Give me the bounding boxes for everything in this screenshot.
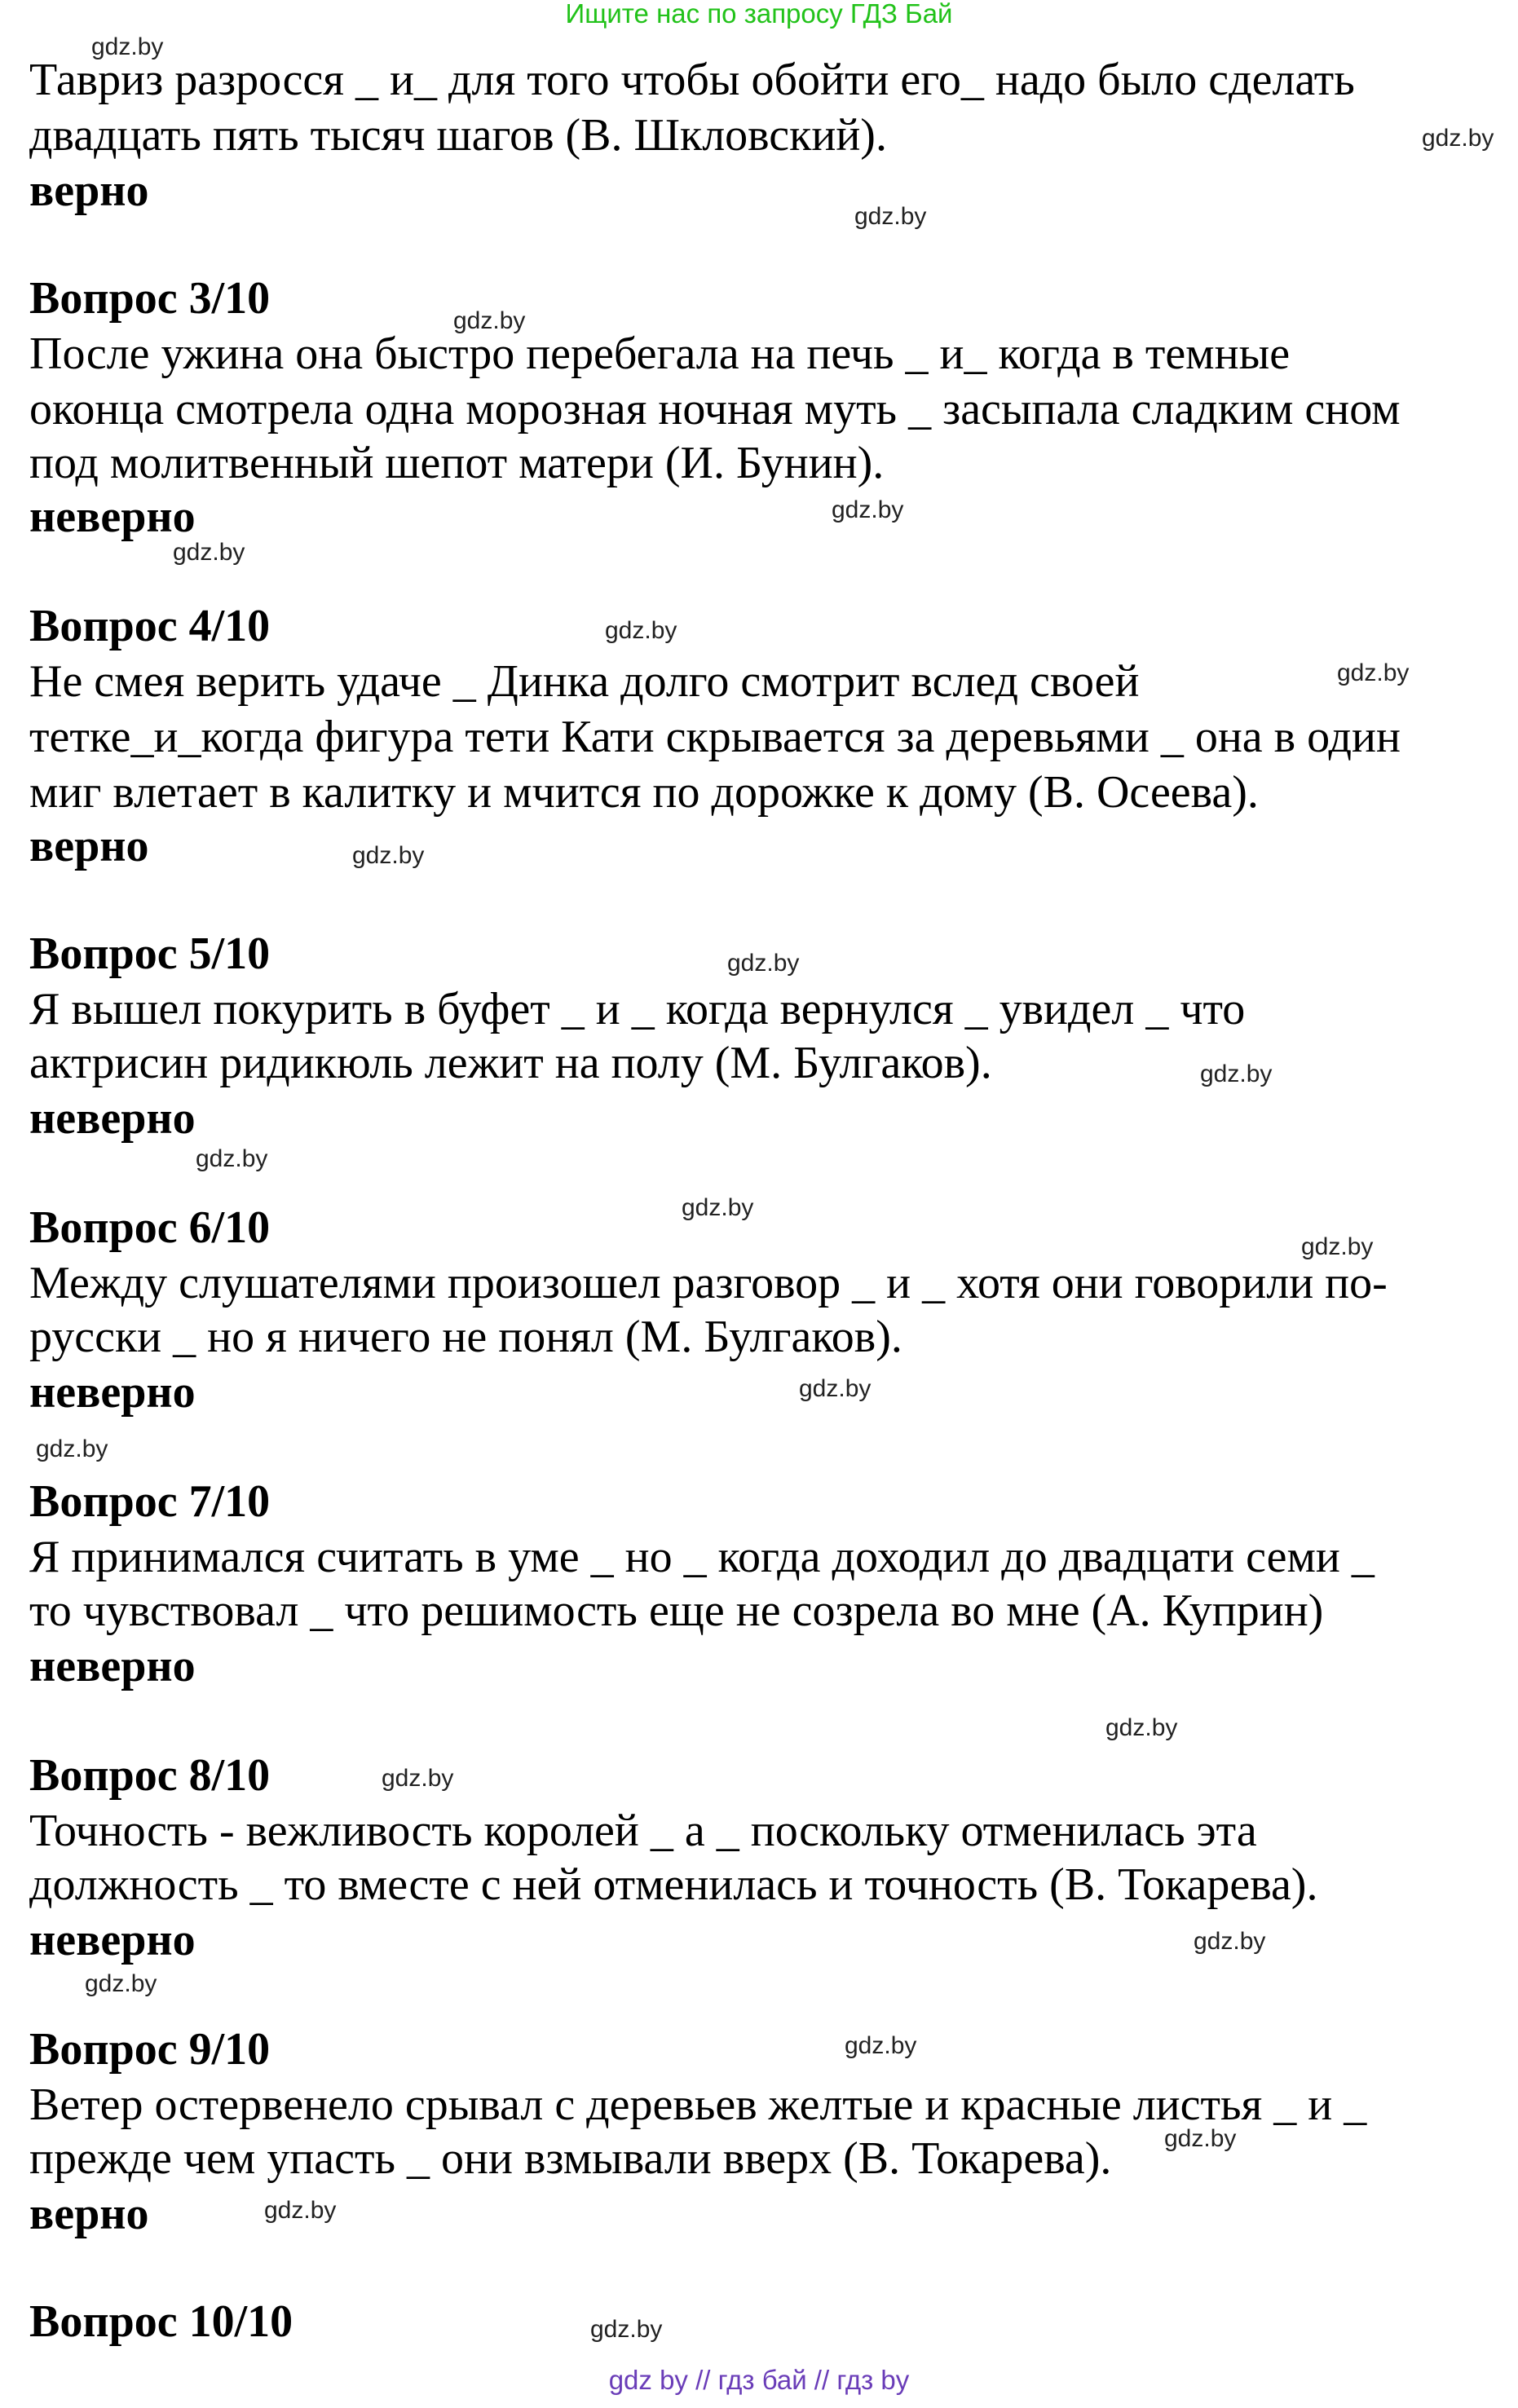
question-4-heading: Вопрос 4/10 bbox=[29, 601, 271, 651]
question-5-verdict: неверно bbox=[29, 1093, 196, 1144]
question-6-line: Между слушателями произошел разговор _ и _ хотя они говорили по- bbox=[29, 1258, 1388, 1308]
watermark: gdz.by bbox=[682, 1194, 754, 1221]
question-3-line: под молитвенный шепот матери (И. Бунин). bbox=[29, 438, 885, 488]
question-9-verdict: верно bbox=[29, 2189, 149, 2239]
intro-line: Тавриз разросся _ и_ для того чтобы обойти его_ надо было сделать bbox=[29, 55, 1355, 105]
top-banner: Ищите нас по запросу ГДЗ Бай bbox=[565, 0, 953, 29]
question-7-heading: Вопрос 7/10 bbox=[29, 1476, 271, 1527]
watermark: gdz.by bbox=[605, 617, 677, 644]
question-9-heading: Вопрос 9/10 bbox=[29, 2024, 271, 2075]
question-9-line: Ветер остервенело срывал с деревьев желтые и красные листья _ и _ bbox=[29, 2079, 1367, 2130]
question-8-verdict: неверно bbox=[29, 1915, 196, 1965]
watermark: gdz.by bbox=[1337, 659, 1410, 686]
watermark: gdz.by bbox=[799, 1375, 872, 1402]
watermark: gdz.by bbox=[1301, 1233, 1374, 1260]
question-7-line: Я принимался считать в уме _ но _ когда доходил до двадцати семи _ bbox=[29, 1532, 1375, 1582]
watermark: gdz.by bbox=[590, 2316, 663, 2343]
question-5-line: актрисин ридикюль лежит на полу (М. Булгаков). bbox=[29, 1038, 992, 1088]
question-4-line: Не смея верить удаче _ Динка долго смотрит вслед своей bbox=[29, 656, 1140, 707]
watermark: gdz.by bbox=[1422, 125, 1494, 152]
watermark: gdz.by bbox=[196, 1145, 268, 1172]
watermark: gdz.by bbox=[1105, 1714, 1178, 1741]
intro-line: двадцать пять тысяч шагов (В. Шкловский). bbox=[29, 110, 887, 161]
watermark: gdz.by bbox=[832, 496, 904, 523]
question-6-verdict: неверно bbox=[29, 1367, 196, 1418]
watermark: gdz.by bbox=[453, 307, 526, 334]
question-4-verdict: верно bbox=[29, 821, 149, 871]
watermark: gdz.by bbox=[91, 33, 164, 60]
watermark: gdz.by bbox=[727, 950, 800, 977]
watermark: gdz.by bbox=[382, 1765, 454, 1792]
watermark: gdz.by bbox=[854, 203, 927, 230]
intro-verdict: верно bbox=[29, 165, 149, 216]
question-5-heading: Вопрос 5/10 bbox=[29, 928, 271, 979]
question-8-line: Точность - вежливость королей _ а _ поскольку отменилась эта bbox=[29, 1806, 1257, 1856]
question-7-verdict: неверно bbox=[29, 1641, 196, 1691]
question-6-line: русски _ но я ничего не понял (М. Булгаков). bbox=[29, 1312, 902, 1362]
question-8-line: должность _ то вместе с ней отменилась и точность (В. Токарева). bbox=[29, 1859, 1318, 1910]
watermark: gdz.by bbox=[845, 2032, 917, 2059]
question-3-line: После ужина она быстро перебегала на печь _ и_ когда в темные bbox=[29, 329, 1291, 379]
question-7-line: то чувствовал _ что решимость еще не созрела во мне (А. Куприн) bbox=[29, 1585, 1324, 1636]
watermark: gdz.by bbox=[1194, 1928, 1266, 1955]
footer-watermark: gdz by // гдз бай // гдз by bbox=[608, 2365, 910, 2395]
question-3-line: оконца смотрела одна морозная ночная муть _ засыпала сладким сном bbox=[29, 384, 1401, 434]
watermark: gdz.by bbox=[352, 842, 425, 869]
question-10-heading: Вопрос 10/10 bbox=[29, 2296, 293, 2347]
question-9-line: прежде чем упасть _ они взмывали вверх (В. Токарева). bbox=[29, 2133, 1112, 2184]
watermark: gdz.by bbox=[1200, 1061, 1273, 1087]
watermark: gdz.by bbox=[36, 1436, 108, 1462]
question-3-heading: Вопрос 3/10 bbox=[29, 273, 271, 324]
watermark: gdz.by bbox=[1164, 2125, 1237, 2152]
watermark: gdz.by bbox=[264, 2197, 337, 2224]
question-6-heading: Вопрос 6/10 bbox=[29, 1202, 271, 1253]
question-5-line: Я вышел покурить в буфет _ и _ когда вернулся _ увидел _ что bbox=[29, 984, 1246, 1034]
question-8-heading: Вопрос 8/10 bbox=[29, 1750, 271, 1801]
watermark: gdz.by bbox=[85, 1970, 157, 1997]
watermark: gdz.by bbox=[173, 539, 245, 566]
question-4-line: тетке_и_когда фигура тети Кати скрывается за деревьями _ она в один bbox=[29, 712, 1401, 762]
question-3-verdict: неверно bbox=[29, 492, 196, 542]
question-4-line: миг влетает в калитку и мчится по дорожке к дому (В. Осеева). bbox=[29, 767, 1259, 818]
